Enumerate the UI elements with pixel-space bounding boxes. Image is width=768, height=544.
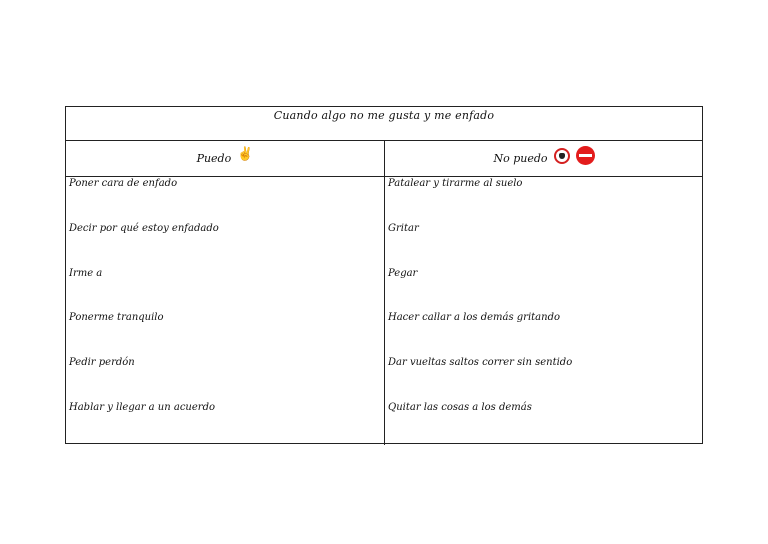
list-item: Pedir perdón [69, 357, 135, 369]
header-can-label: Puedo [196, 152, 232, 165]
victory-hand-icon: ✌ [237, 147, 254, 162]
list-item: Gritar [388, 222, 419, 234]
list-item: Poner cara de enfado [69, 178, 178, 189]
list-item: Pegar [388, 267, 418, 279]
column-divider [384, 141, 385, 445]
can-list [69, 177, 381, 446]
stop-hand-icon [554, 148, 570, 164]
header-can [66, 141, 384, 176]
behavior-table [65, 106, 703, 444]
list-item: Quitar las cosas a los demás [388, 401, 532, 413]
list-item: Dar vueltas saltos correr sin sentido [388, 357, 573, 369]
list-item: Irme a [69, 267, 103, 279]
header-cannot-label: No puedo [493, 152, 548, 165]
no-entry-icon [576, 146, 595, 165]
list-item: Ponerme tranquilo [69, 312, 164, 324]
table-title-row [66, 107, 702, 141]
table-title: Cuando algo no me gusta y me enfado [273, 109, 495, 122]
list-item: Hacer callar a los demás gritando [388, 312, 561, 324]
cannot-list [388, 177, 700, 446]
list-item: Patalear y tirarme al suelo [388, 178, 523, 189]
list-item: Decir por qué estoy enfadado [69, 222, 219, 234]
list-item: Hablar y llegar a un acuerdo [69, 401, 215, 413]
header-cannot [385, 141, 703, 176]
